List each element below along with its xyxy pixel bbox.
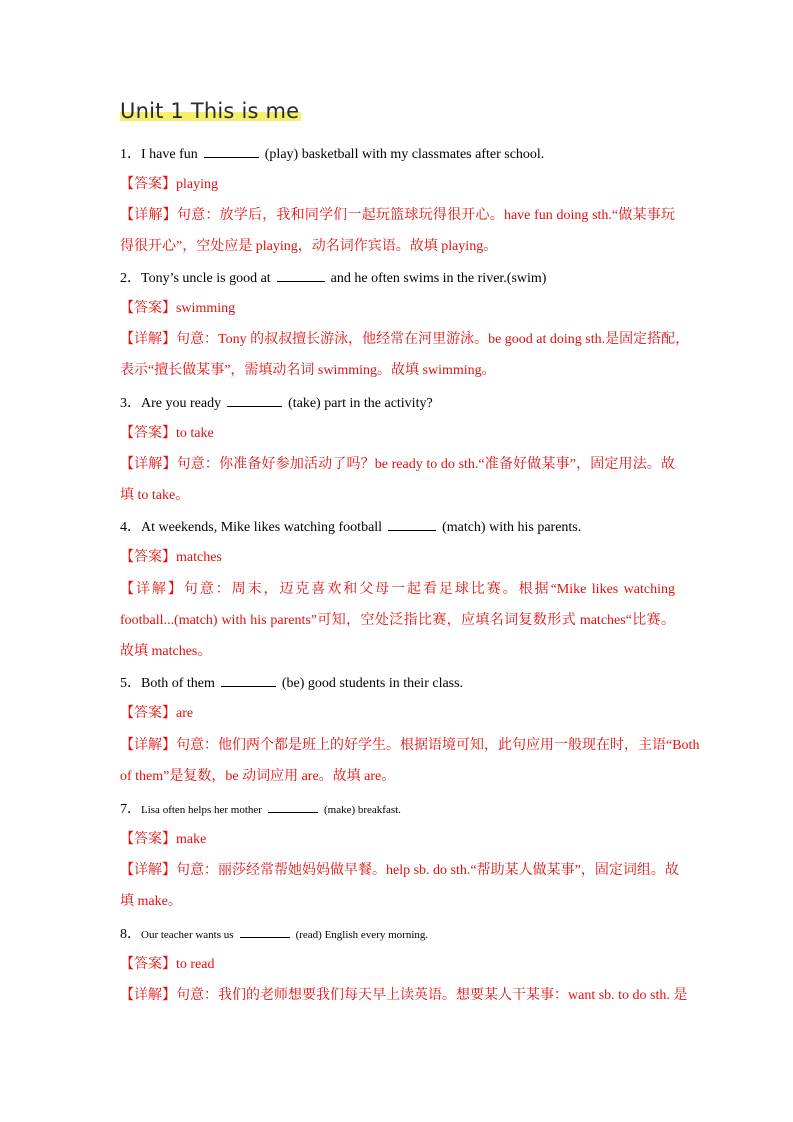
answer-tag: 【答案】 [120, 706, 176, 721]
detail-tag: 【详解】 [120, 208, 177, 223]
answer-4 [120, 548, 675, 568]
question-number: 7． [120, 802, 141, 817]
detail-3-line-1 [120, 455, 675, 475]
detail-text: 句意：周末，迈克喜欢和父母一起看足球比赛。根据“Mike likes watching [183, 582, 675, 597]
question-text-before: At weekends, Mike likes watching football [141, 520, 383, 535]
answer-8 [120, 955, 675, 975]
detail-1-line-2: 得很开心”，空处应是 playing，动名词作宾语。故填 playing。 [120, 239, 498, 254]
detail-7-line-1 [120, 861, 679, 881]
answer-2 [120, 299, 675, 319]
question-text-after: (take) part in the activity? [288, 396, 433, 411]
answer-blank [204, 144, 259, 158]
question-5 [120, 673, 675, 694]
question-text-after: (be) good students in their class. [281, 676, 464, 691]
answer-tag: 【答案】 [120, 957, 176, 972]
answer-value: matches [176, 550, 222, 565]
answer-tag: 【答案】 [120, 301, 176, 316]
answer-tag: 【答案】 [120, 832, 176, 847]
answer-value: are [176, 706, 194, 721]
answer-1 [120, 175, 675, 195]
question-text-after: and he often swims in the river.(swim) [330, 271, 547, 286]
detail-tag: 【详解】 [120, 457, 177, 472]
detail-1-line-1 [120, 206, 675, 226]
detail-tag: 【详解】 [120, 582, 184, 597]
answer-blank [388, 517, 436, 531]
detail-4-line-3: 故填 matches。 [120, 644, 212, 659]
detail-text: 句意：Tony 的叔叔擅长游泳，他经常在河里游泳。be good at doing sth.是固定搭配， [176, 332, 690, 347]
detail-5-line-1 [120, 736, 700, 756]
question-8 [120, 924, 675, 945]
question-7 [120, 799, 675, 820]
question-1 [120, 144, 675, 165]
unit-title [120, 99, 301, 123]
answer-blank [277, 268, 325, 282]
detail-text: 句意：放学后，我和同学们一起玩篮球玩得很开心。have fun doing sth.“做某事玩 [176, 208, 676, 223]
answer-value: make [176, 832, 207, 847]
answer-blank [221, 673, 276, 687]
detail-tag: 【详解】 [120, 988, 176, 1003]
question-text-before: Are you ready [141, 396, 222, 411]
detail-2-line-1 [120, 330, 690, 350]
detail-text: 句意：丽莎经常帮她妈妈做早餐。help sb. do sth.“帮助某人做某事”，固定词组。故 [176, 863, 679, 878]
detail-text: 句意：你准备好参加活动了吗？be ready to do sth.“准备好做某事”，固定用法。故 [176, 457, 675, 472]
question-text-before: Tony’s uncle is good at [141, 271, 271, 286]
question-number: 5． [120, 676, 141, 691]
detail-tag: 【详解】 [120, 863, 176, 878]
answer-blank [268, 799, 318, 813]
detail-7-line-2: 填 make。 [120, 894, 182, 909]
detail-tag: 【详解】 [120, 738, 176, 753]
question-text-before: I have fun [141, 147, 198, 162]
detail-4-line-2: football...(match) with his parents”可知，空处泛指比赛，应填名词复数形式 matches“比赛。 [120, 613, 675, 628]
question-text-after: (match) with his parents. [442, 520, 582, 535]
question-3 [120, 393, 675, 414]
answer-value: to read [176, 957, 215, 972]
detail-8-line-1 [120, 986, 688, 1006]
question-text-before: Both of them [141, 676, 215, 691]
question-number: 8． [120, 927, 141, 942]
question-number: 2． [120, 271, 141, 286]
question-text-after: (play) basketball with my classmates after school. [264, 147, 545, 162]
detail-4-line-1 [120, 580, 675, 600]
question-2 [120, 268, 675, 289]
unit-title-text: Unit 1 This is me [120, 99, 300, 123]
answer-5 [120, 704, 675, 724]
question-text-before: Our teacher wants us [141, 929, 234, 941]
question-number: 3． [120, 396, 141, 411]
detail-5-line-2: of them”是复数，be 动词应用 are。故填 are。 [120, 769, 396, 784]
detail-text: 句意：他们两个都是班上的好学生。根据语境可知，此句应用一般现在时，主语“Both [176, 738, 700, 753]
question-text-before: Lisa often helps her mother [141, 804, 262, 816]
question-number: 1． [120, 147, 141, 162]
answer-value: swimming [176, 301, 236, 316]
answer-tag: 【答案】 [120, 550, 176, 565]
question-4 [120, 517, 675, 538]
detail-3-line-2: 填 to take。 [120, 488, 190, 503]
answer-value: playing [176, 177, 218, 192]
answer-7 [120, 830, 675, 850]
answer-tag: 【答案】 [120, 177, 176, 192]
answer-blank [227, 393, 282, 407]
question-text-after: (read) English every morning. [295, 929, 429, 941]
answer-3 [120, 424, 675, 444]
detail-2-line-2: 表示“擅长做某事”，需填动名词 swimming。故填 swimming。 [120, 363, 496, 378]
answer-tag: 【答案】 [120, 426, 176, 441]
detail-tag: 【详解】 [120, 332, 176, 347]
question-text-after: (make) breakfast. [323, 804, 401, 816]
detail-text: 句意：我们的老师想要我们每天早上读英语。想要某人干某事：want sb. to do sth. 是 [176, 988, 688, 1003]
answer-blank [240, 924, 290, 938]
answer-value: to take [176, 426, 214, 441]
question-number: 4． [120, 520, 141, 535]
